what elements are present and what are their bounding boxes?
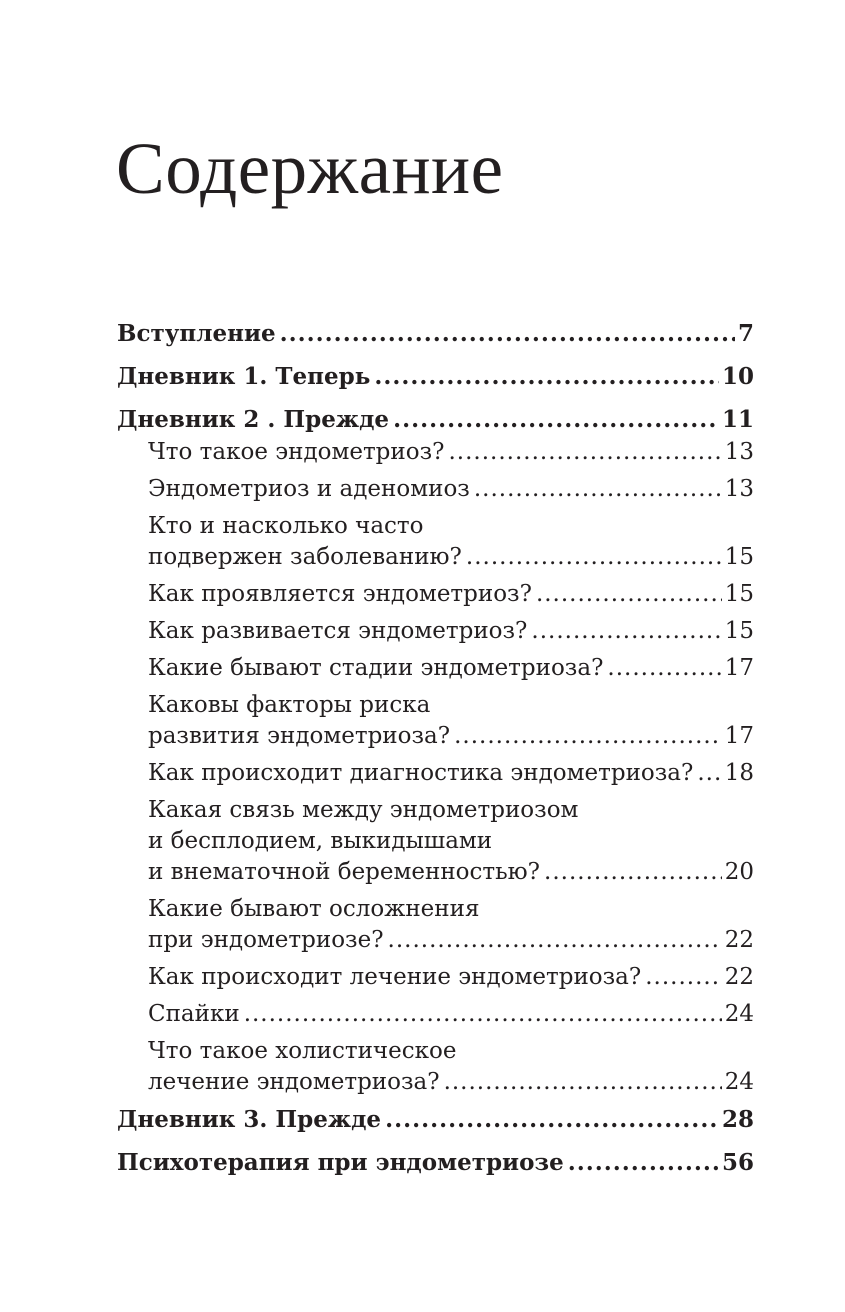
dot-leader bbox=[645, 962, 722, 993]
toc-subentry-what-is-endometriosis[interactable] bbox=[117, 437, 754, 468]
toc-entry-line bbox=[148, 962, 754, 993]
toc-page-number: 17 bbox=[724, 655, 754, 681]
toc-subentry-infertility-link[interactable] bbox=[117, 795, 754, 888]
dot-leader bbox=[568, 1147, 719, 1178]
toc-page-number: 22 bbox=[724, 927, 754, 953]
toc-entry-title-line: Какая связь между эндометриозом bbox=[148, 797, 579, 823]
dot-leader bbox=[466, 542, 722, 573]
toc-entry-title: при эндометриозе? bbox=[148, 927, 384, 953]
table-of-contents bbox=[117, 318, 754, 1190]
toc-entry-line bbox=[148, 758, 754, 789]
toc-subentry-complications[interactable] bbox=[117, 894, 754, 956]
dot-leader bbox=[544, 857, 722, 888]
dot-leader bbox=[536, 579, 722, 610]
dot-leader bbox=[697, 758, 721, 789]
toc-entry-line bbox=[148, 653, 754, 684]
toc-subentry-risk-factors[interactable] bbox=[117, 690, 754, 752]
toc-entry-title: Как происходит диагностика эндометриоза? bbox=[148, 760, 694, 786]
toc-entry-title: Как проявляется эндометриоз? bbox=[148, 581, 532, 607]
toc-subentry-endometriosis-adenomyosis[interactable] bbox=[117, 474, 754, 505]
toc-page-number: 22 bbox=[724, 964, 754, 990]
toc-entry-title: развития эндометриоза? bbox=[148, 723, 451, 749]
toc-page-number: 15 bbox=[724, 581, 754, 607]
dot-leader bbox=[374, 361, 719, 392]
toc-subentry-who-is-affected[interactable] bbox=[117, 511, 754, 573]
toc-subentry-diagnostics[interactable] bbox=[117, 758, 754, 789]
toc-entry-psychotherapy[interactable] bbox=[117, 1147, 754, 1178]
toc-page-number: 56 bbox=[721, 1149, 754, 1176]
toc-entry-introduction[interactable] bbox=[117, 318, 754, 349]
page-title: Содержание bbox=[116, 128, 504, 209]
toc-page-number: 15 bbox=[724, 544, 754, 570]
dot-leader bbox=[474, 474, 722, 505]
toc-entry-line bbox=[148, 542, 754, 573]
toc-entry-title: лечение эндометриоза? bbox=[148, 1069, 440, 1095]
dot-leader bbox=[385, 1104, 719, 1135]
toc-page-number: 10 bbox=[721, 363, 754, 390]
toc-entry-line bbox=[117, 1104, 754, 1135]
dot-leader bbox=[531, 616, 721, 647]
toc-entry-line bbox=[117, 361, 754, 392]
toc-entry-title: Дневник 3. Прежде bbox=[117, 1106, 382, 1133]
toc-entry-title-line: и бесплодием, выкидышами bbox=[148, 828, 493, 854]
toc-entry-diary-1[interactable] bbox=[117, 361, 754, 392]
toc-page-number: 18 bbox=[724, 760, 754, 786]
toc-entry-title: Как происходит лечение эндометриоза? bbox=[148, 964, 642, 990]
dot-leader bbox=[454, 721, 722, 752]
toc-entry-line bbox=[148, 925, 754, 956]
toc-entry-line bbox=[117, 404, 754, 435]
toc-subentry-stages[interactable] bbox=[117, 653, 754, 684]
toc-page-number: 7 bbox=[737, 320, 754, 347]
toc-entry-title: Дневник 2 . Прежде bbox=[117, 406, 390, 433]
toc-entry-title: и внематочной беременностью? bbox=[148, 859, 541, 885]
toc-entry-title: Психотерапия при эндометриозе bbox=[117, 1149, 564, 1176]
toc-page-number: 13 bbox=[724, 476, 754, 502]
toc-entry-title-line: Кто и насколько часто bbox=[148, 513, 424, 539]
toc-entry-title-line: Каковы факторы риска bbox=[148, 692, 431, 718]
toc-entry-line bbox=[148, 721, 754, 752]
toc-subentry-treatment[interactable] bbox=[117, 962, 754, 993]
toc-page-number: 24 bbox=[724, 1069, 754, 1095]
dot-leader bbox=[607, 653, 721, 684]
toc-page-number: 15 bbox=[724, 618, 754, 644]
toc-subentry-adhesions[interactable] bbox=[117, 999, 754, 1030]
toc-page-number: 11 bbox=[721, 406, 754, 433]
toc-entry-line bbox=[148, 857, 754, 888]
toc-entry-title: Спайки bbox=[148, 1001, 240, 1027]
toc-subentry-holistic-treatment[interactable] bbox=[117, 1036, 754, 1098]
toc-entry-title: Что такое эндометриоз? bbox=[148, 439, 445, 465]
toc-entry-diary-3[interactable] bbox=[117, 1104, 754, 1135]
toc-entry-line bbox=[148, 616, 754, 647]
dot-leader bbox=[444, 1067, 722, 1098]
toc-page-number: 17 bbox=[724, 723, 754, 749]
toc-entry-title: Как развивается эндометриоз? bbox=[148, 618, 528, 644]
dot-leader bbox=[388, 925, 722, 956]
toc-entry-line bbox=[148, 579, 754, 610]
toc-page-number: 20 bbox=[724, 859, 754, 885]
toc-entry-line bbox=[148, 999, 754, 1030]
toc-subentry-symptoms[interactable] bbox=[117, 579, 754, 610]
toc-entry-title: Эндометриоз и аденомиоз bbox=[148, 476, 470, 502]
toc-page-number: 28 bbox=[721, 1106, 754, 1133]
toc-entry-title: Вступление bbox=[117, 320, 276, 347]
toc-entry-line bbox=[117, 318, 754, 349]
toc-entry-line bbox=[148, 1067, 754, 1098]
toc-entry-line bbox=[148, 474, 754, 505]
dot-leader bbox=[448, 437, 721, 468]
toc-entry-title-line: Какие бывают осложнения bbox=[148, 896, 480, 922]
toc-entry-title: подвержен заболеванию? bbox=[148, 544, 462, 570]
dot-leader bbox=[280, 318, 735, 349]
dot-leader bbox=[244, 999, 722, 1030]
toc-entry-title-line: Что такое холистическое bbox=[148, 1038, 457, 1064]
toc-entry-diary-2[interactable] bbox=[117, 404, 754, 435]
toc-entry-line bbox=[117, 1147, 754, 1178]
toc-entry-title: Дневник 1. Теперь bbox=[117, 363, 371, 390]
toc-page-number: 24 bbox=[724, 1001, 754, 1027]
toc-page-number: 13 bbox=[724, 439, 754, 465]
toc-entry-line bbox=[148, 437, 754, 468]
dot-leader bbox=[393, 404, 719, 435]
toc-entry-title: Какие бывают стадии эндометриоза? bbox=[148, 655, 604, 681]
toc-subentry-development[interactable] bbox=[117, 616, 754, 647]
